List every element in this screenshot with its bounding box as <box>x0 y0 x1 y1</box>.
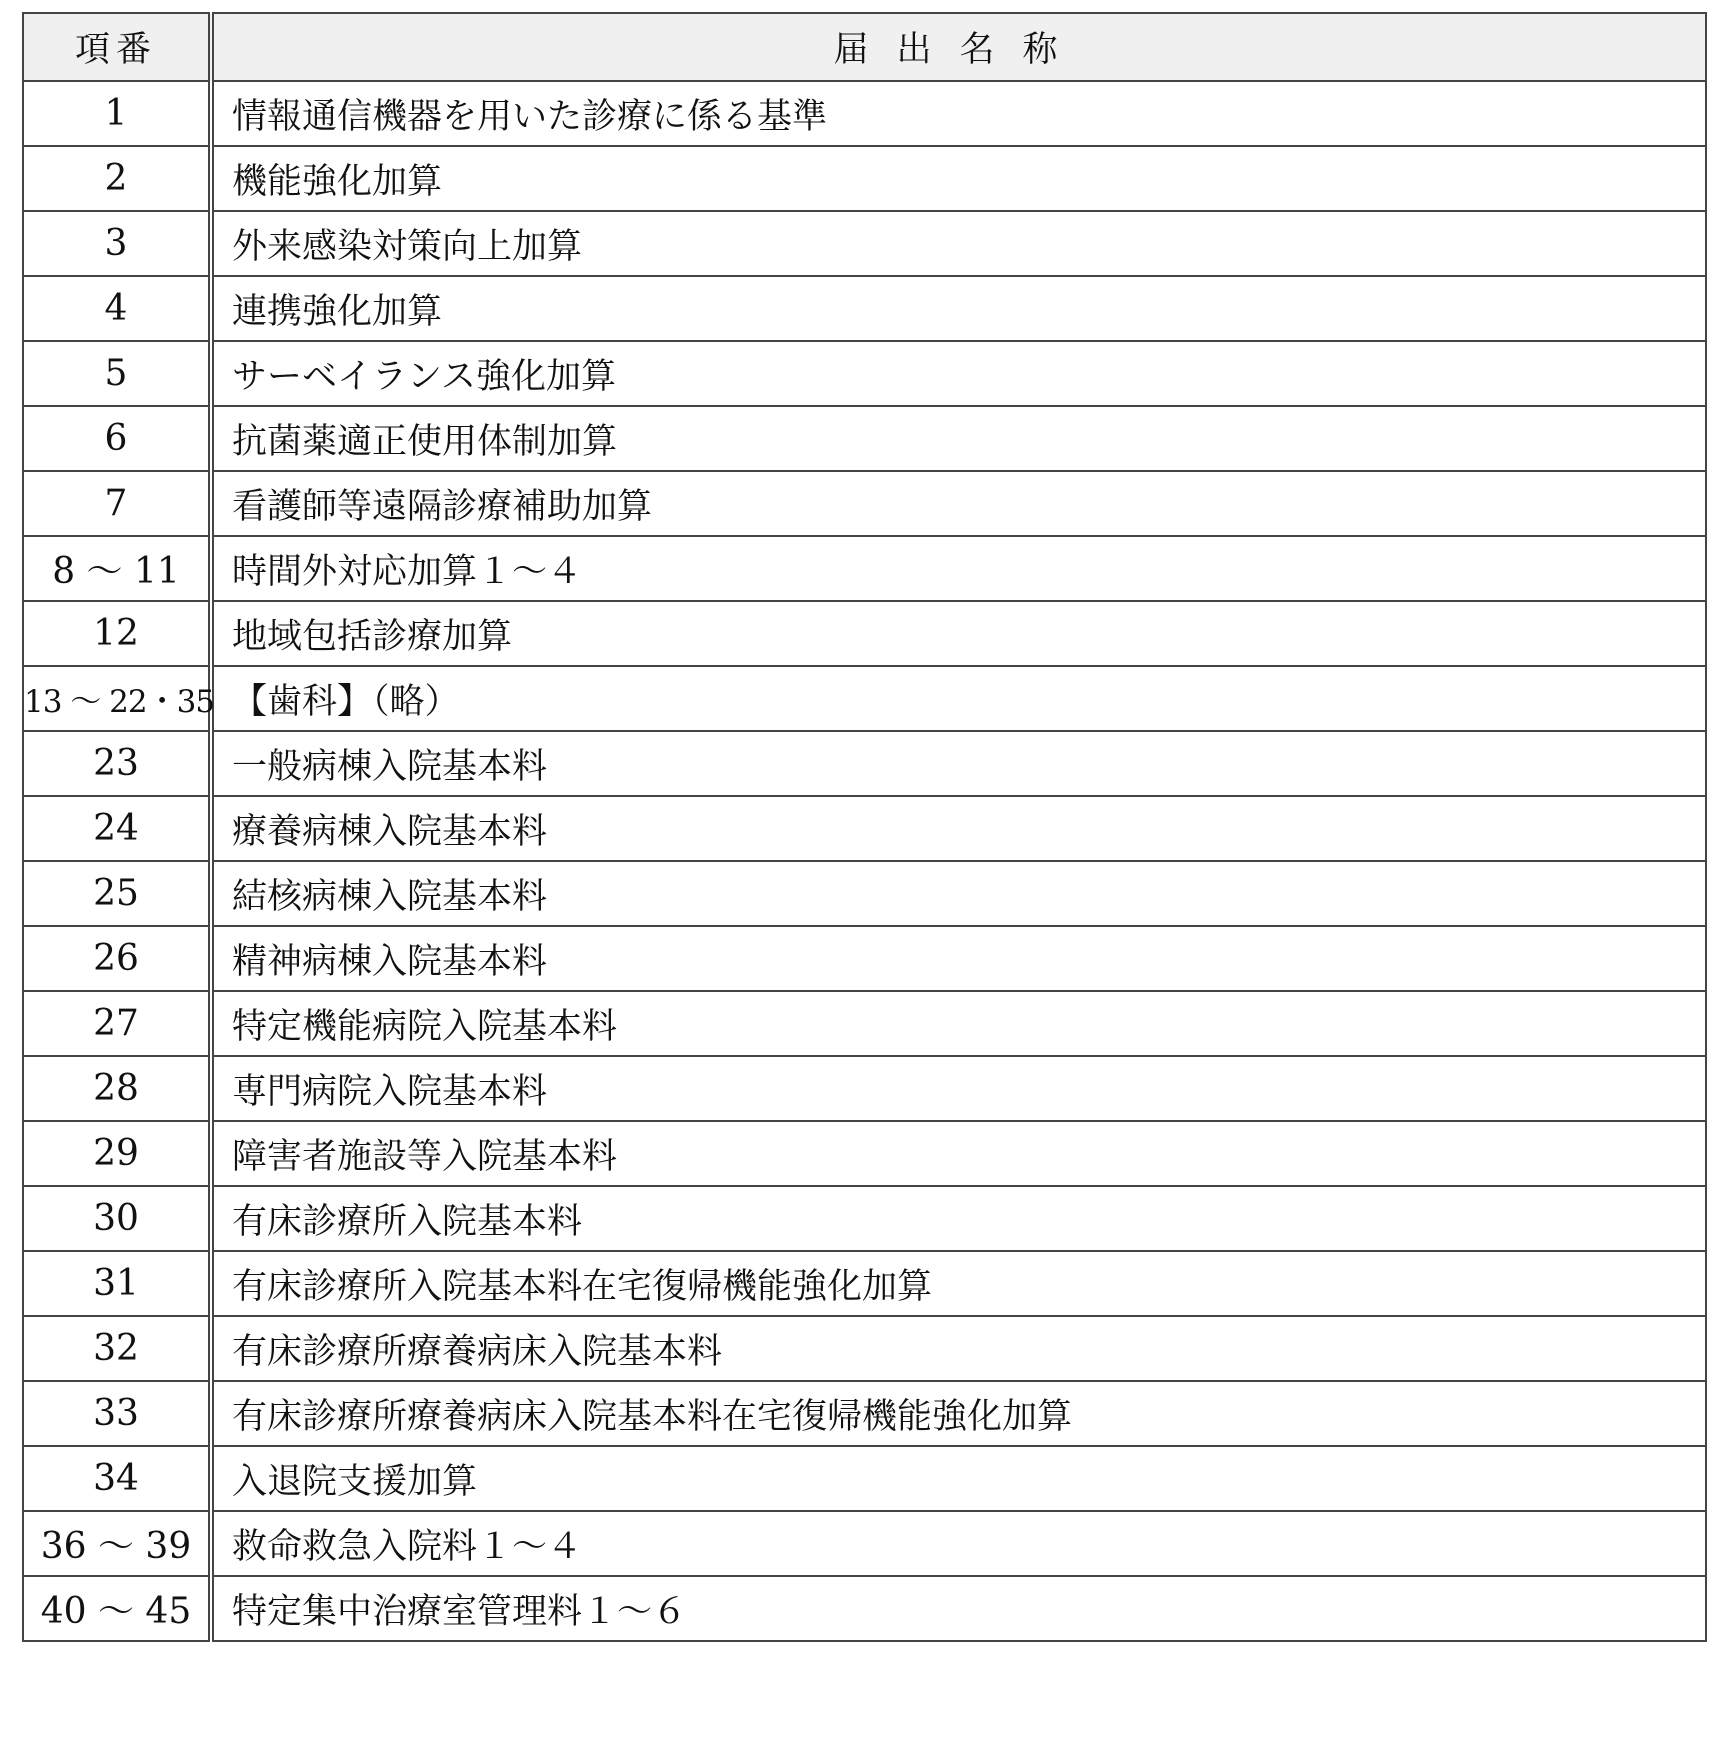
item-number: 12 <box>23 601 211 666</box>
notification-name: 一般病棟入院基本料 <box>211 731 1706 796</box>
item-number: 34 <box>23 1446 211 1511</box>
notification-name: 有床診療所入院基本料 <box>211 1186 1706 1251</box>
notification-name: 抗菌薬適正使用体制加算 <box>211 406 1706 471</box>
notification-name: 特定集中治療室管理料１～６ <box>211 1576 1706 1641</box>
table-row <box>23 341 1706 406</box>
table-row <box>23 926 1706 991</box>
table-header-row <box>23 13 1706 81</box>
notification-name: 機能強化加算 <box>211 146 1706 211</box>
notification-name: 地域包括診療加算 <box>211 601 1706 666</box>
table-row <box>23 601 1706 666</box>
item-number: 26 <box>23 926 211 991</box>
table-row <box>23 1186 1706 1251</box>
notification-name: 療養病棟入院基本料 <box>211 796 1706 861</box>
item-number: 25 <box>23 861 211 926</box>
header-item-number: 項番 <box>23 13 211 81</box>
item-number: 2 <box>23 146 211 211</box>
notification-name: 有床診療所療養病床入院基本料在宅復帰機能強化加算 <box>211 1381 1706 1446</box>
table-row <box>23 1576 1706 1641</box>
table-row <box>23 81 1706 146</box>
item-number: 3 <box>23 211 211 276</box>
table-row <box>23 991 1706 1056</box>
notification-name: 救命救急入院料１～４ <box>211 1511 1706 1576</box>
table-row <box>23 1121 1706 1186</box>
item-number: 31 <box>23 1251 211 1316</box>
table-row <box>23 796 1706 861</box>
notification-name: 時間外対応加算１～４ <box>211 536 1706 601</box>
item-number: 29 <box>23 1121 211 1186</box>
table-row <box>23 536 1706 601</box>
table-row <box>23 276 1706 341</box>
table-row <box>23 1446 1706 1511</box>
notification-name: 外来感染対策向上加算 <box>211 211 1706 276</box>
notification-name: 有床診療所療養病床入院基本料 <box>211 1316 1706 1381</box>
item-number: 13 ～ 22・35 <box>23 666 211 731</box>
table-row <box>23 731 1706 796</box>
item-number: 27 <box>23 991 211 1056</box>
notification-name: 精神病棟入院基本料 <box>211 926 1706 991</box>
item-number: 7 <box>23 471 211 536</box>
table-row <box>23 1056 1706 1121</box>
item-number: 8 ～ 11 <box>23 536 211 601</box>
table-row <box>23 1511 1706 1576</box>
table-row <box>23 666 1706 731</box>
item-number: 6 <box>23 406 211 471</box>
table-row <box>23 1316 1706 1381</box>
table-row <box>23 861 1706 926</box>
notification-name: 有床診療所入院基本料在宅復帰機能強化加算 <box>211 1251 1706 1316</box>
table-row <box>23 146 1706 211</box>
item-number: 30 <box>23 1186 211 1251</box>
item-number: 36 ～ 39 <box>23 1511 211 1576</box>
item-number: 32 <box>23 1316 211 1381</box>
header-notification-name: 届出名称 <box>211 13 1706 81</box>
item-number: 1 <box>23 81 211 146</box>
item-number: 24 <box>23 796 211 861</box>
notification-name: 看護師等遠隔診療補助加算 <box>211 471 1706 536</box>
item-number: 5 <box>23 341 211 406</box>
item-number: 23 <box>23 731 211 796</box>
item-number: 4 <box>23 276 211 341</box>
notification-name: 入退院支援加算 <box>211 1446 1706 1511</box>
notification-name: 特定機能病院入院基本料 <box>211 991 1706 1056</box>
table-row <box>23 1251 1706 1316</box>
notification-name: 連携強化加算 <box>211 276 1706 341</box>
item-number: 40 ～ 45 <box>23 1576 211 1641</box>
notification-table <box>22 12 1707 1642</box>
notification-name: サーベイランス強化加算 <box>211 341 1706 406</box>
notification-name: 専門病院入院基本料 <box>211 1056 1706 1121</box>
notification-name: 結核病棟入院基本料 <box>211 861 1706 926</box>
notification-name: 【歯科】（略） <box>211 666 1706 731</box>
notification-name: 障害者施設等入院基本料 <box>211 1121 1706 1186</box>
table-row <box>23 471 1706 536</box>
item-number: 33 <box>23 1381 211 1446</box>
item-number: 28 <box>23 1056 211 1121</box>
table-row <box>23 1381 1706 1446</box>
notification-name: 情報通信機器を用いた診療に係る基準 <box>211 81 1706 146</box>
table-row <box>23 406 1706 471</box>
table-row <box>23 211 1706 276</box>
